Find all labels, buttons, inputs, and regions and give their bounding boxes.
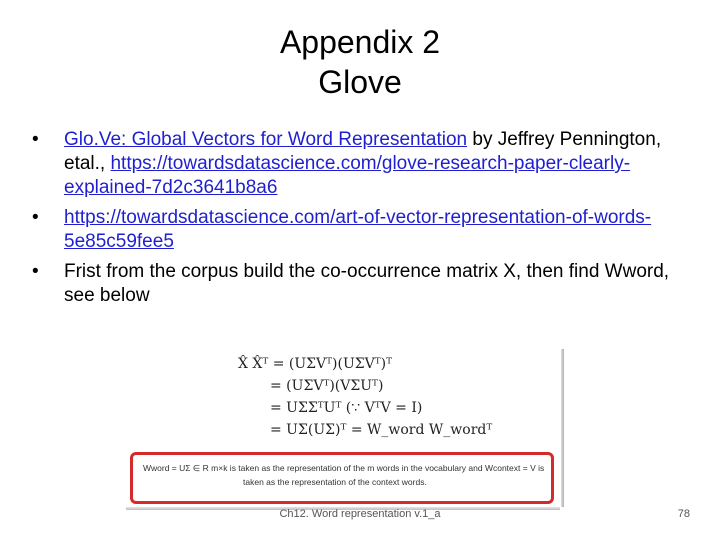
bullet-marker: • (32, 261, 39, 282)
bullet-item-glove-paper (30, 128, 690, 200)
bullet-marker: • (32, 129, 39, 150)
equation-line-2: = (UΣVᵀ)(VΣUᵀ) (270, 378, 384, 394)
footer-text: Ch12. Word representation v.1_a (279, 508, 441, 520)
slide-title (0, 22, 720, 102)
title-line-1: Appendix 2 (279, 24, 441, 60)
author-text: by Jeffrey Pennington, etal., (64, 129, 662, 174)
equation-line-4: = UΣ(UΣ)ᵀ = W_word W_wordᵀ (270, 422, 493, 438)
vector-representation-link[interactable]: https://towardsdatascience.com/art-of-vector-representation-of-words-5e85c59fee5 (64, 207, 652, 252)
bullet-item-vector-article (30, 206, 690, 254)
equation-figure (124, 345, 564, 510)
caption-line-2: taken as the representation of the context words. (243, 477, 427, 487)
figure-shadow-right (561, 349, 564, 507)
bullet-list (30, 128, 690, 314)
equation-line-1: X̂ X̂ᵀ = (UΣVᵀ)(UΣVᵀ)ᵀ (238, 356, 392, 372)
glove-paper-link[interactable]: Glo.Ve: Global Vectors for Word Representation (64, 129, 468, 150)
equation-line-3: = UΣΣᵀUᵀ (∵ VᵀV = I) (270, 400, 423, 416)
bullet-marker: • (32, 207, 39, 228)
equation-lines (238, 353, 558, 441)
title-line-2: Glove (318, 64, 402, 100)
bullet-item-cooccurrence (30, 260, 690, 308)
highlighted-caption-box (130, 452, 554, 504)
caption-line-1: Wword = UΣ ∈ R m×k is taken as the representation of the m words in the vocabulary and Wcontext = V is (143, 463, 545, 473)
page-number: 78 (677, 508, 690, 520)
glove-explained-link[interactable]: https://towardsdatascience.com/glove-research-paper-clearly-explained-7d2c3641b8a6 (64, 153, 631, 198)
cooccurrence-text: Frist from the corpus build the co-occurrence matrix X, then find Wword, see below (64, 261, 670, 306)
